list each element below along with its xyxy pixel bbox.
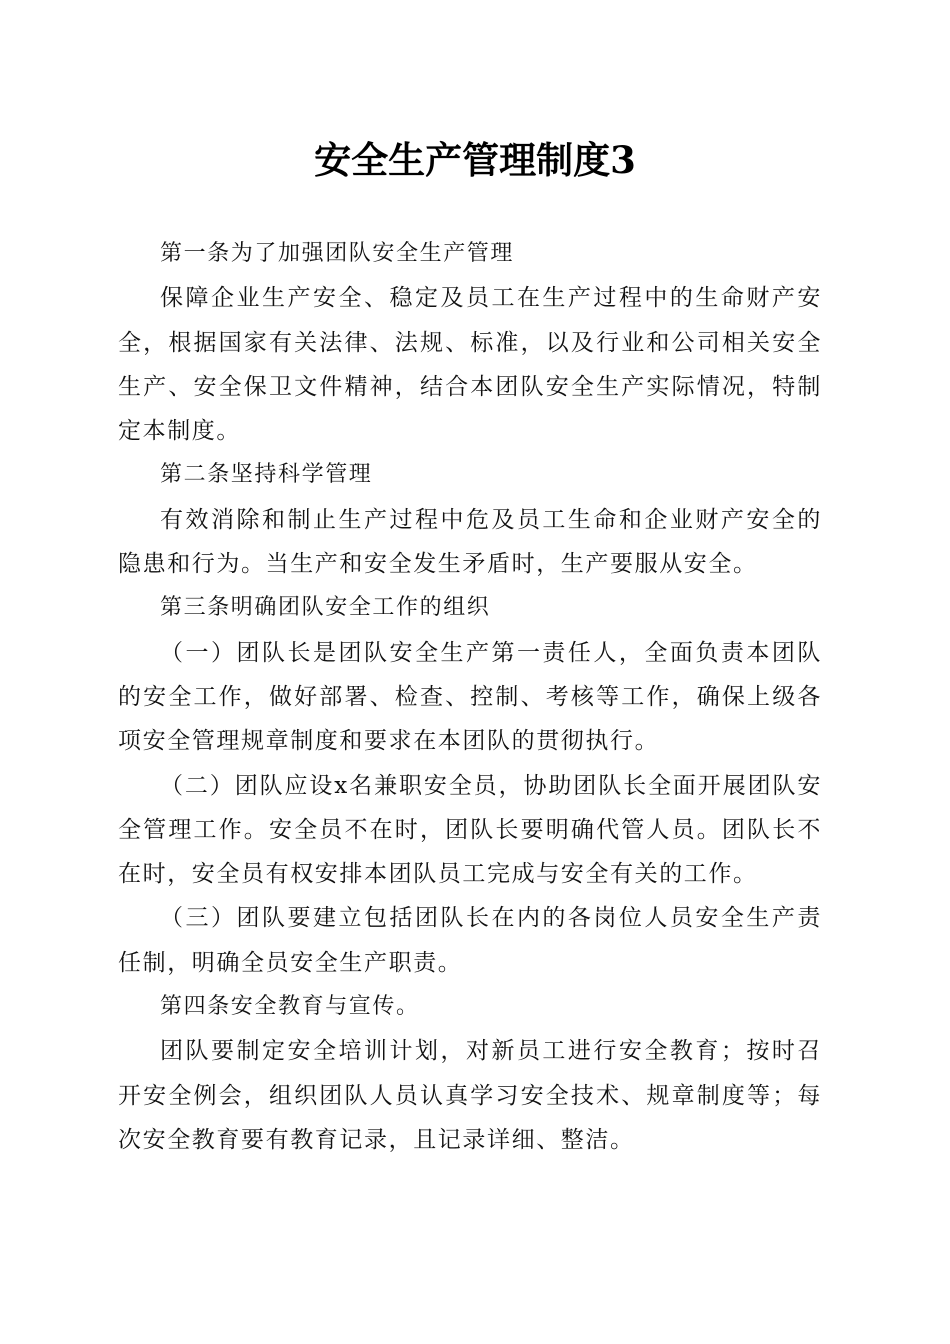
- document-body: [118, 232, 822, 1162]
- article-4-text: 团队要制定安全培训计划，对新员工进行安全教育；按时召开安全例会，组织团队人员认真学习安全技术、规章制度等；每次安全教育要有教育记录，且记录详细、整洁。: [118, 1038, 822, 1153]
- article-3-item-3: （三）团队要建立包括团队长在内的各岗位人员安全生产责任制，明确全员安全生产职责。: [118, 905, 822, 976]
- article-1-text: 保障企业生产安全、稳定及员工在生产过程中的生命财产安全，根据国家有关法律、法规、标准，以及行业和公司相关安全生产、安全保卫文件精神，结合本团队安全生产实际情况，特制定本制度。: [118, 285, 822, 445]
- article-2-text: 有效消除和制止生产过程中危及员工生命和企业财产安全的隐患和行为。当生产和安全发生矛盾时，生产要服从安全。: [118, 506, 822, 578]
- article-3-heading: 第三条明确团队安全工作的组织: [160, 595, 491, 621]
- article-3-item-1: （一）团队长是团队安全生产第一责任人，全面负责本团队的安全工作，做好部署、检查、控制、考核等工作，确保上级各项安全管理规章制度和要求在本团队的贯彻执行。: [118, 639, 822, 755]
- article-4-heading: 第四条安全教育与宣传。: [160, 994, 420, 1020]
- document-title: 安全生产管理制度3: [314, 138, 636, 182]
- article-3-item-2: （二）团队应设x名兼职安全员，协助团队长全面开展团队安全管理工作。安全员不在时，团队长要明确代管人员。团队长不在时，安全员有权安排本团队员工完成与安全有关的工作。: [118, 772, 822, 888]
- article-1-heading: 第一条为了加强团队安全生产管理: [160, 241, 515, 266]
- article-2-heading: 第二条坚持科学管理: [160, 462, 373, 488]
